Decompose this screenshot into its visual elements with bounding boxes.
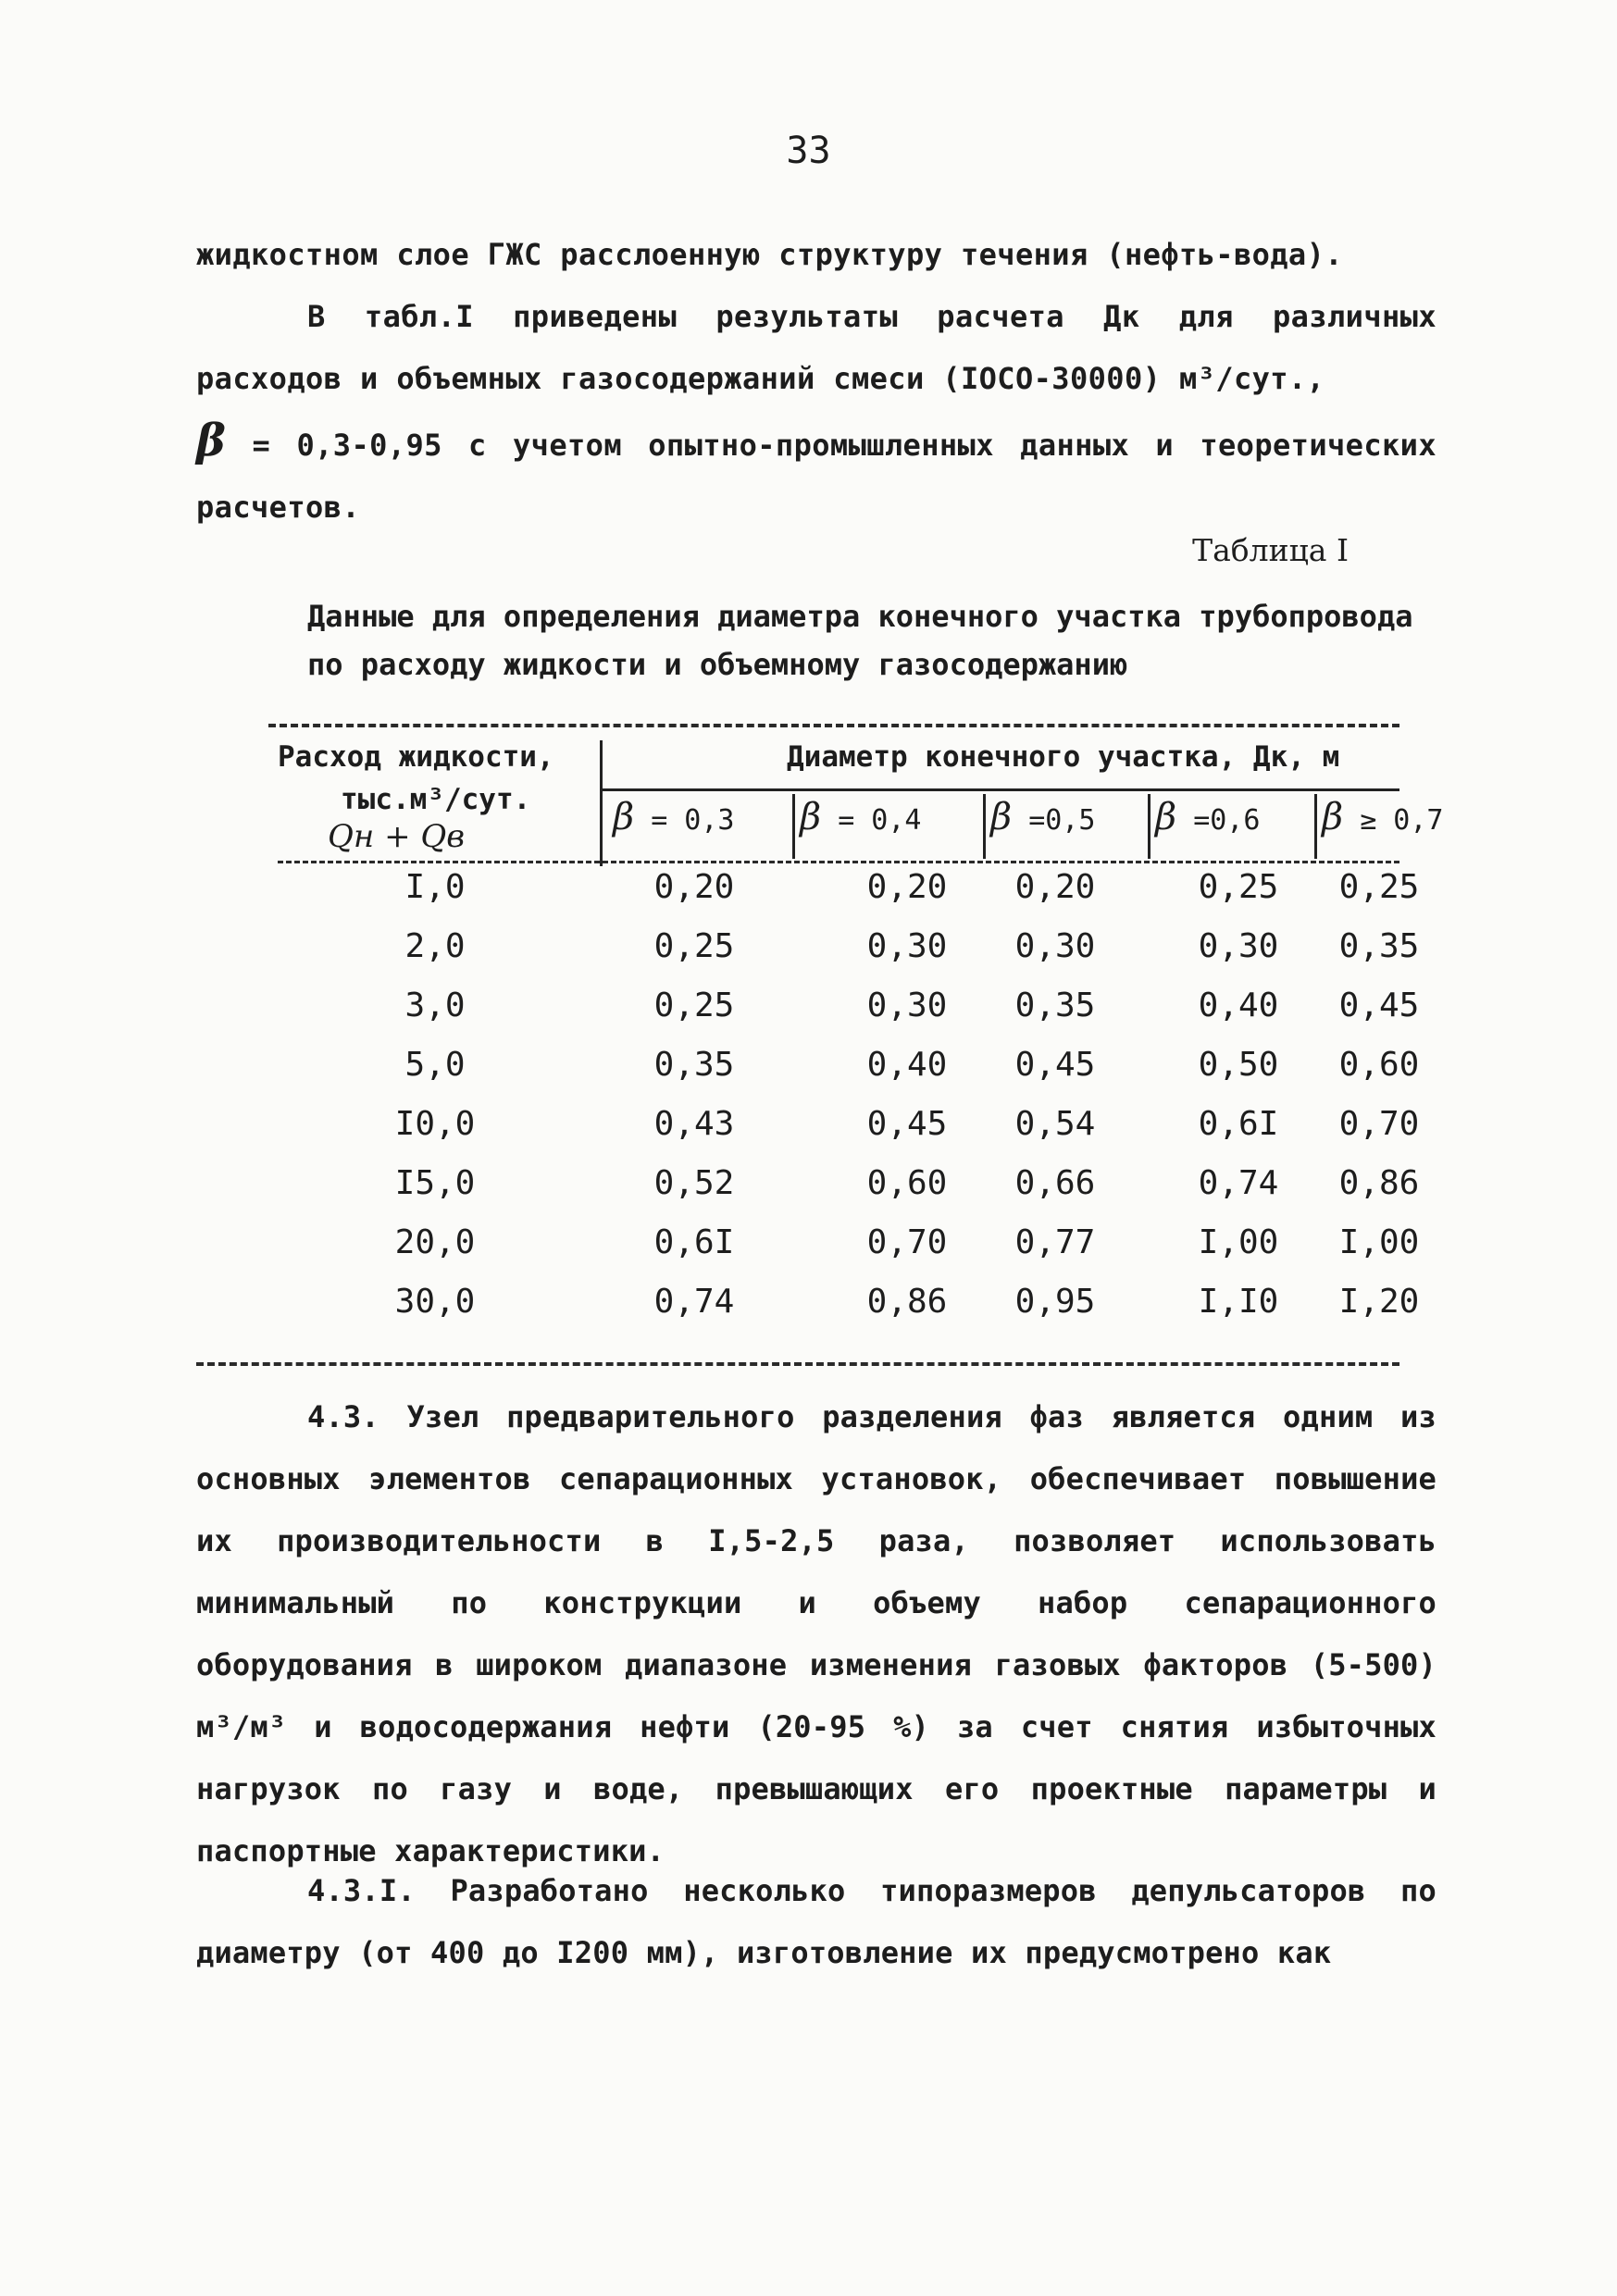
- intro-paragraph: [196, 224, 1437, 539]
- intro-para-start: В табл.I приведены результаты расчета Дк для различных расходов и объемных газосодержаний смеси (IOCO-30000) м³/сут.,: [196, 299, 1437, 396]
- section-4-3-1-paragraph: 4.3.I. Разработано несколько типоразмеров депульсаторов по диаметру (от 400 до I200 мм), изготовление их предусмотрено как: [196, 1873, 1437, 1970]
- beta-header-2: β = 0,4: [800, 796, 922, 838]
- intro-para-end: β = 0,3-0,95 с учетом опытно-промышленных данных и теоретических расчетов.: [196, 415, 1437, 525]
- beta-divider: [792, 794, 795, 859]
- table-row: I0,0 0,43 0,45 0,54 0,6I 0,70: [394, 1105, 1420, 1143]
- header-bottom-rule: [278, 861, 1399, 863]
- section-4-3-paragraph: 4.3. Узел предварительного разделения фаз является одним из основных элементов сепарационных установок, обеспечивает повышение их производительности в I,5-2,5 раза, позволяет использовать минимальный по конструкции и объему набор сепарационного оборудования в широком диапазоне изменения газовых факторов (5-500) м³/м³ и водосодержания нефти (20-95 %) за счет снятия избыточных нагрузок по газу и воде, превышающих его проектные параметры и паспортные характеристики.: [196, 1399, 1437, 1868]
- beta-divider: [1314, 794, 1317, 859]
- beta-header-5: β ≥ 0,7: [1322, 796, 1444, 838]
- table-bottom-rule: [196, 1362, 1399, 1366]
- col0-symbol: Qн + Qв: [328, 818, 466, 855]
- table-row: 3,0 0,25 0,30 0,35 0,40 0,45: [404, 987, 1420, 1024]
- header-divider: [600, 740, 603, 866]
- table-row: 5,0 0,35 0,40 0,45 0,50 0,60: [404, 1046, 1420, 1084]
- beta-header-1: β = 0,3: [613, 796, 735, 838]
- col0-units: тыс.м³/сут.: [341, 783, 531, 816]
- beta-header-3: β =0,5: [990, 796, 1096, 838]
- table-row: 20,0 0,6I 0,70 0,77 I,00 I,00: [394, 1223, 1420, 1261]
- diameter-group-header: Диаметр конечного участка, Дк, м: [787, 740, 1340, 774]
- col0-header: Расход жидкости,: [278, 740, 554, 774]
- header-subrule: [600, 788, 1399, 791]
- table-row: I,0 0,20 0,20 0,20 0,25 0,25: [404, 868, 1420, 906]
- page-number: 33: [786, 130, 831, 172]
- table-top-rule: [268, 724, 1399, 727]
- table-number: Таблица I: [1192, 532, 1349, 568]
- beta-header-4: β =0,6: [1155, 796, 1261, 838]
- intro-line-1: жидкостном слое ГЖС расслоенную структуру течения (нефть-вода).: [196, 237, 1343, 272]
- beta-symbol: β: [196, 415, 227, 466]
- table-row: 30,0 0,74 0,86 0,95 I,I0 I,20: [394, 1283, 1420, 1321]
- table-caption: Данные для определения диаметра конечного участка трубопровода по расходу жидкости и объемному газосодержанию: [307, 599, 1413, 682]
- beta-divider: [983, 794, 986, 859]
- table-row: 2,0 0,25 0,30 0,30 0,30 0,35: [404, 927, 1420, 965]
- beta-divider: [1148, 794, 1151, 859]
- table-row: I5,0 0,52 0,60 0,66 0,74 0,86: [394, 1164, 1420, 1202]
